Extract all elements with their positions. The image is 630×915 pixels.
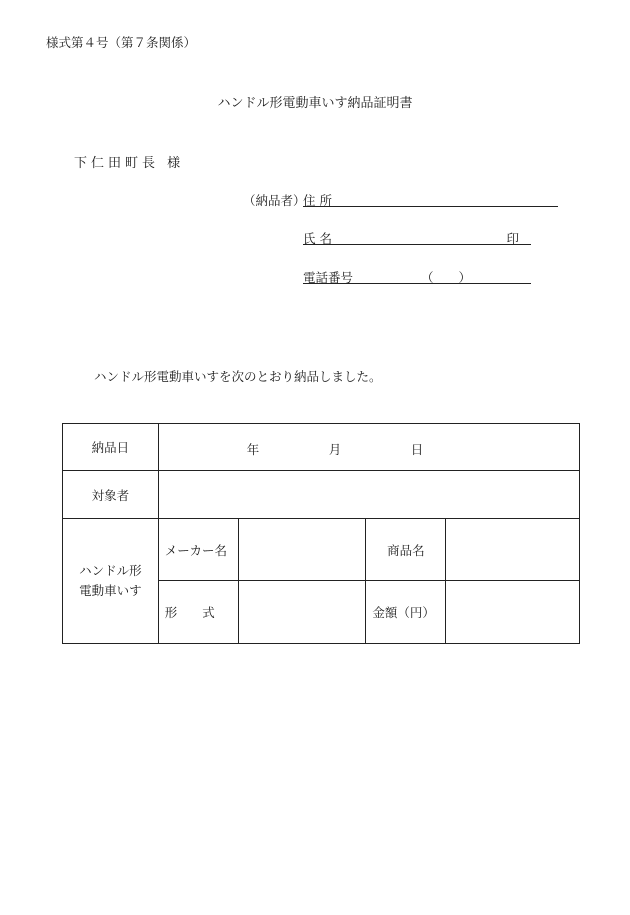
price-label: 金額（円）: [366, 581, 446, 644]
product-label: 商品名: [366, 519, 446, 581]
address-field[interactable]: [303, 188, 558, 207]
deliverer-prefix: （納品者）: [243, 193, 306, 208]
delivery-table: [62, 423, 580, 644]
price-field[interactable]: [446, 581, 580, 644]
item-label-line2: 電動車いす: [79, 583, 142, 598]
maker-label: メーカー名: [158, 519, 238, 581]
name-field[interactable]: [303, 226, 531, 245]
addressee: 下仁田町長 様: [74, 156, 185, 171]
month-label: 月: [328, 442, 342, 457]
seal-mark: 印: [506, 231, 519, 246]
phone-paren: （ ）: [421, 270, 472, 285]
form-number: 様式第４号（第７条関係）: [46, 35, 197, 50]
recipient-label: 対象者: [63, 471, 159, 519]
phone-field[interactable]: [303, 265, 531, 284]
delivery-date-row: [63, 424, 580, 471]
statement: ハンドル形電動車いすを次のとおり納品しました。: [94, 369, 382, 384]
maker-row: [63, 519, 580, 581]
product-field[interactable]: [446, 519, 580, 581]
item-label-line1: ハンドル形: [79, 563, 142, 578]
delivery-date-field[interactable]: [158, 424, 579, 471]
day-label: 日: [410, 442, 424, 457]
phone-label: 電話番号: [303, 270, 354, 285]
maker-field[interactable]: [238, 519, 366, 581]
delivery-date-label: 納品日: [63, 424, 159, 471]
address-label: 住 所: [303, 193, 332, 208]
model-field[interactable]: [238, 581, 366, 644]
model-label: 形 式: [158, 581, 238, 644]
recipient-row: [63, 471, 580, 519]
name-label: 氏 名: [303, 231, 332, 246]
recipient-field[interactable]: [158, 471, 579, 519]
year-label: 年: [246, 442, 260, 457]
item-label: [63, 519, 159, 644]
document-title: ハンドル形電動車いす納品証明書: [217, 96, 413, 111]
